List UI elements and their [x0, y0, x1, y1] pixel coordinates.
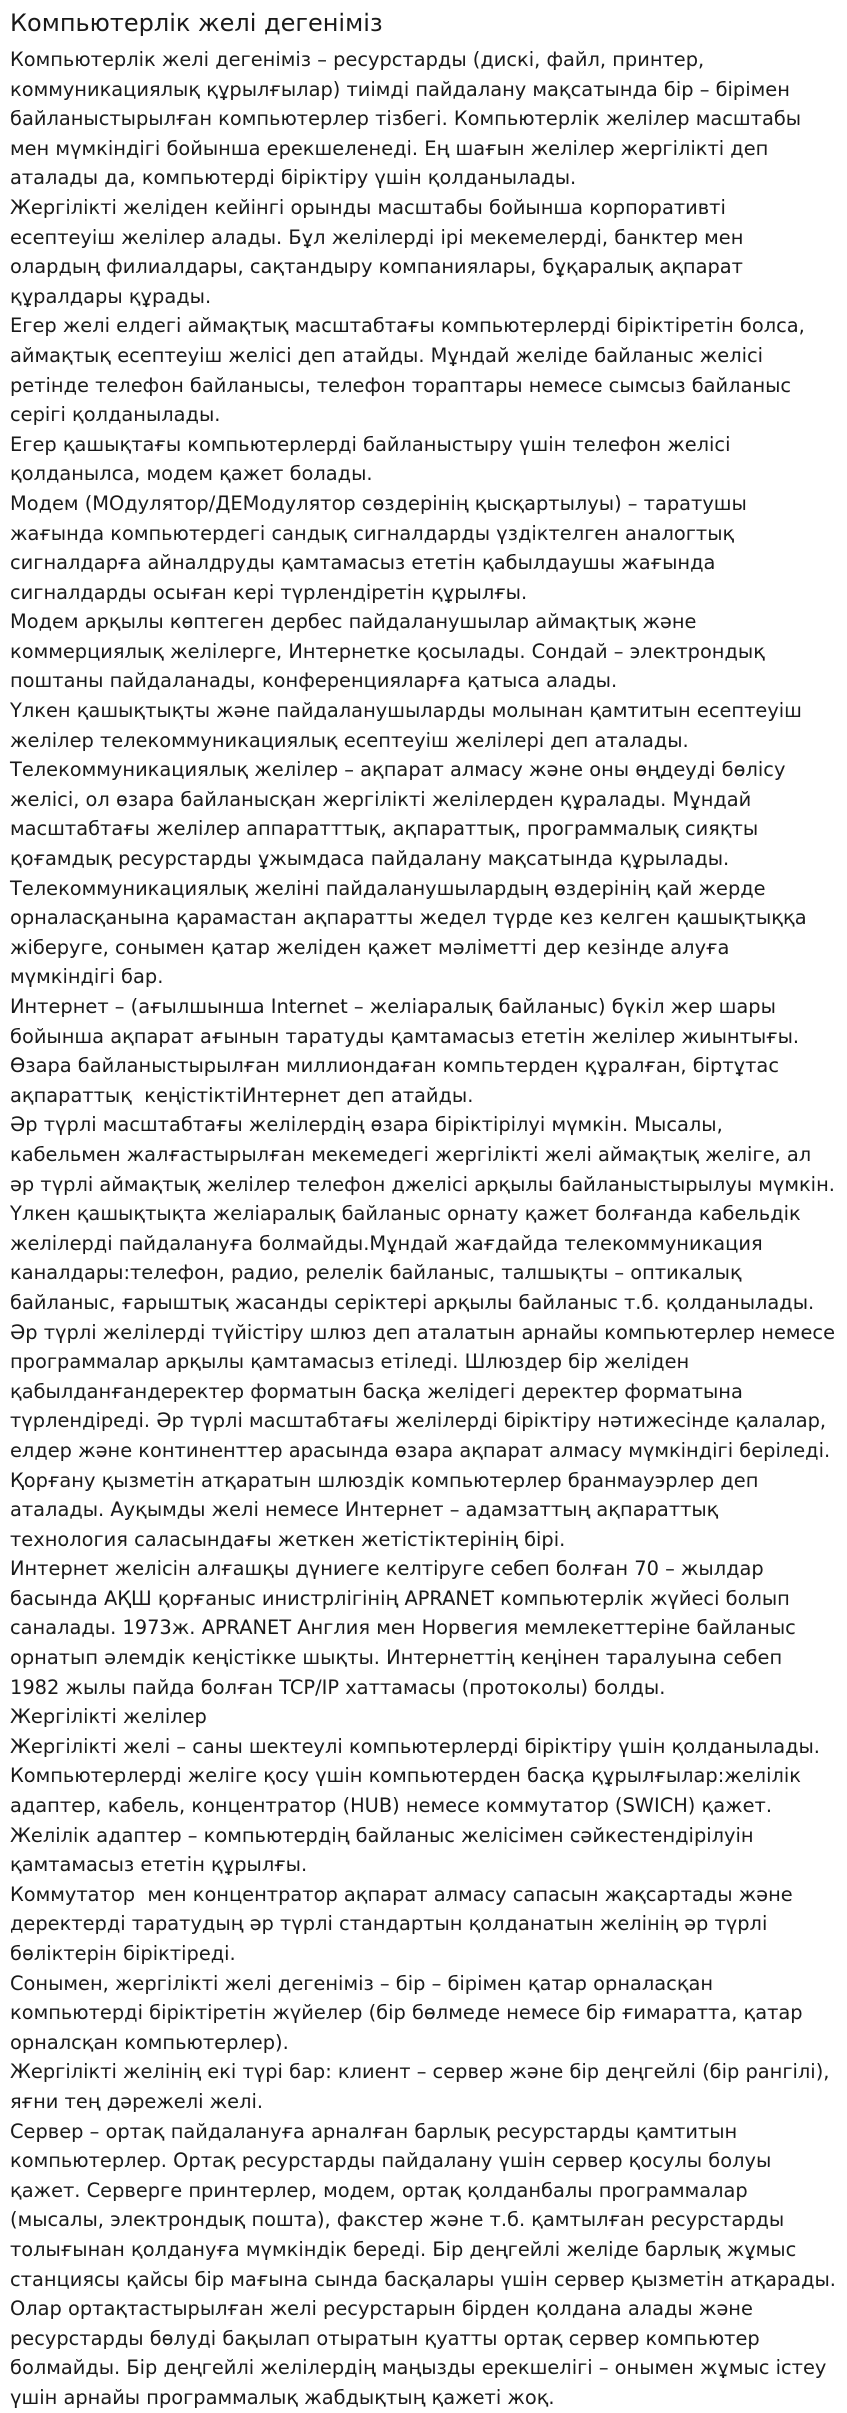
paragraph: Егер желі елдегі аймақтық масштабтағы компьютерлерді біріктіретін болса, аймақтық есептеуіш желісі деп атайды. Мұндай желіде байланыс желісі ретінде телефон байланысы, телефон тораптары немесе сымсыз байланыс серігі қолданылады. [10, 314, 811, 427]
paragraph: Модем (МОдулятор/ДЕМодулятор сөздерінің қысқартылуы) – таратушы жағында компьютердегі сандық сигналдарды үздіктелген аналогтық сигналдарға айналдруды қамтамасыз ететін қабылдаушы жағында сигналдарды осыған кері түрлендіретін құрылғы. [10, 491, 754, 604]
paragraph: Коммутатор мен концентратор ақпарат алмасу сапасын жақсартады және деректерді таратудың әр түрлі стандартын қолданатын желінің әр түрлі бөліктерін біріктіреді. [10, 1882, 799, 1965]
paragraph: Жергілікті желіден кейінгі орынды масштабы бойынша корпоративті есептеуіш желілер алады. Бұл желілерді ірі мекемелерді, банктер мен олардың филиалдары, сақтандыру компаниялары, бұқаралық ақпарат құралдары құрады. [10, 195, 750, 308]
paragraph: Интернет желісін алғашқы дүниеге келтіруге себеп болған 70 – жылдар басында АҚШ қорғаныс инистрлігінің APRANET компьютерлік жүйесі болып саналады. 1973ж. APRANET Англия мен Норвегия мемлекеттеріне байланыс орнатып әлемдік кеңістікке шықты. Интернеттің кеңінен таралуына себеп 1982 жылы пайда болған TCP/IP хаттамасы (протоколы) болды. [10, 1557, 803, 1699]
paragraph: Сервер – ортақ пайдалануға арналған барлық ресурстарды қамтитын компьютерлер. Ортақ ресурстарды пайдалану үшін сервер қосулы болуы қажет. Серверге принтерлер, модем, ортақ қолданбалы программалар (мысалы, электрондық пошта), факстер және т.б. қамтылған ресурстарды толығынан қолдануға мүмкіндік береді. Бір деңгейлі желіде барлық жұмыс станциясы қайсы бір мағына сында басқалары үшін сервер қызметін атқарады. Олар ортақтастырылған желі ресурстарын бірден қолдана алады және ресурстарды бөлуді бақылап отыратын қуатты ортақ сервер компьютер болмайды. Бір деңгейлі желілердің маңызды ерекшелігі – онымен жұмыс істеу үшін арнайы программалық жабдықтың қажеті жоқ. [10, 2119, 843, 2409]
paragraph: Желілік адаптер – компьютердің байланыс желісімен сәйкестендірілуін қамтамасыз ететін құрылғы. [10, 1823, 760, 1877]
paragraph: Жергілікті желі – саны шектеулі компьютерлерді біріктіру үшін қолданылады. Компьютерлерді желіге қосу үшін компьютерден басқа құрылғылар:желілік адаптер, кабель, концентратор (HUB) немесе коммутатор (SWICH) қажет. [10, 1734, 827, 1818]
paragraph: Компьютерлік желі дегеніміз – ресурстарды (дискі, файл, принтер, коммуникациялық құрылғылар) тиімді пайдалану мақсатында бір – бірімен байланыстырылған компьютерлер тізбегі. Компьютерлік желілер масштабы мен мүмкіндігі бойынша ерекшеленеді. Ең шағын желілер жергілікті деп аталады да, компьютерді біріктіру үшін қолданылады. [10, 48, 808, 190]
page-title: Компьютерлік желі дегеніміз [10, 9, 383, 37]
paragraph: Телекоммуникациялық желіні пайдаланушылардың өздерінің қай жерде орналасқанына қарамастан ақпаратты жедел түрде кез келген қашықтыққа жіберуге, сонымен қатар желіден қажет мәліметті дер кезінде алуға мүмкіндігі бар. [10, 876, 813, 989]
paragraph: Модем арқылы көптеген дербес пайдаланушылар аймақтық және коммерциялық желілерге, Интернетке қосылады. Сондай – электрондық поштаны пайдаланады, конференцияларға қатыса алады. [10, 610, 772, 693]
document-body [10, 45, 843, 2413]
paragraph: Әр түрлі желілерді түйістіру шлюз деп аталатын арнайы компьютерлер немесе программалар арқылы қамтамасыз етіледі. Шлюздер бір желіден қабылданғандеректер форматын басқа желідегі деректер форматына түрлендіреді. Әр түрлі масштабтағы желілерді біріктіру нәтижесінде қалалар, елдер және континенттер арасында өзара ақпарат алмасу мүмкіндігі беріледі. Қорғану қызметін атқаратын шлюздік компьютерлер бранмауэрлер деп аталады. Ауқымды желі немесе Интернет – адамзаттың ақпараттық технология саласындағы жеткен жетістіктерінің бірі. [10, 1320, 842, 1551]
paragraph: Интернет – (ағылшынша Internet – желіаралық байланыс) бүкіл жер шары бойынша ақпарат ағынын таратуды қамтамасыз ететін желілер жиынтығы. [10, 995, 800, 1048]
paragraph: Жергілікті желінің екі түрі бар: клиент – сервер және бір деңгейлі (бір рангілі), яғни тең дәрежелі желі. [10, 2060, 836, 2113]
paragraph: Егер қашықтағы компьютерлерді байланыстыру үшін телефон желісі қолданылса, модем қажет болады. [10, 432, 737, 486]
paragraph: Әр түрлі масштабтағы желілердің өзара біріктірілуі мүмкін. Мысалы, кабельмен жалғастырылған мекемедегі жергілікті желі аймақтық желіге, ал әр түрлі аймақтық желілер телефон джелісі арқылы байланыстырылуы мүмкін. Үлкен қашықтықта желіаралық байланыс орнату қажет болғанда кабельдік желілерді пайдалануға болмайды.Мұндай жағдайда телекоммуникация каналдары:телефон, радио, релелік байланыс, талшықты – оптикалық байланыс, ғарыштық жасанды серіктері арқылы байланыс т.б. қолданылады. [10, 1113, 842, 1314]
paragraph: Сонымен, жергілікті желі дегеніміз – бір – бірімен қатар орналасқан компьютерді біріктіретін жүйелер (бір бөлмеде немесе бір ғимаратта, қатар орналсқан компьютерлер). [10, 1971, 809, 2054]
paragraph: Өзара байланыстырылған миллиондаған компьтерден құралған, біртұтас ақпараттық кеңістіктіИнтернет деп атайды. [10, 1054, 786, 1107]
section-heading: Жергілікті желілер [10, 1705, 207, 1729]
paragraph: Үлкен қашықтықты және пайдаланушыларды молынан қамтитын есептеуіш желілер телекоммуникациялық есептеуіш желілері деп аталады. [10, 699, 809, 752]
paragraph: Телекоммуникациялық желілер – ақпарат алмасу және оны өңдеуді бөлісу желісі, ол өзара байланысқан жергілікті желілерден құралады. Мұндай масштабтағы желілер аппаратттық, ақпараттық, программалық сияқты қоғамдық ресурстарды ұжымдаса пайдалану мақсатында құрылады. [10, 758, 792, 871]
